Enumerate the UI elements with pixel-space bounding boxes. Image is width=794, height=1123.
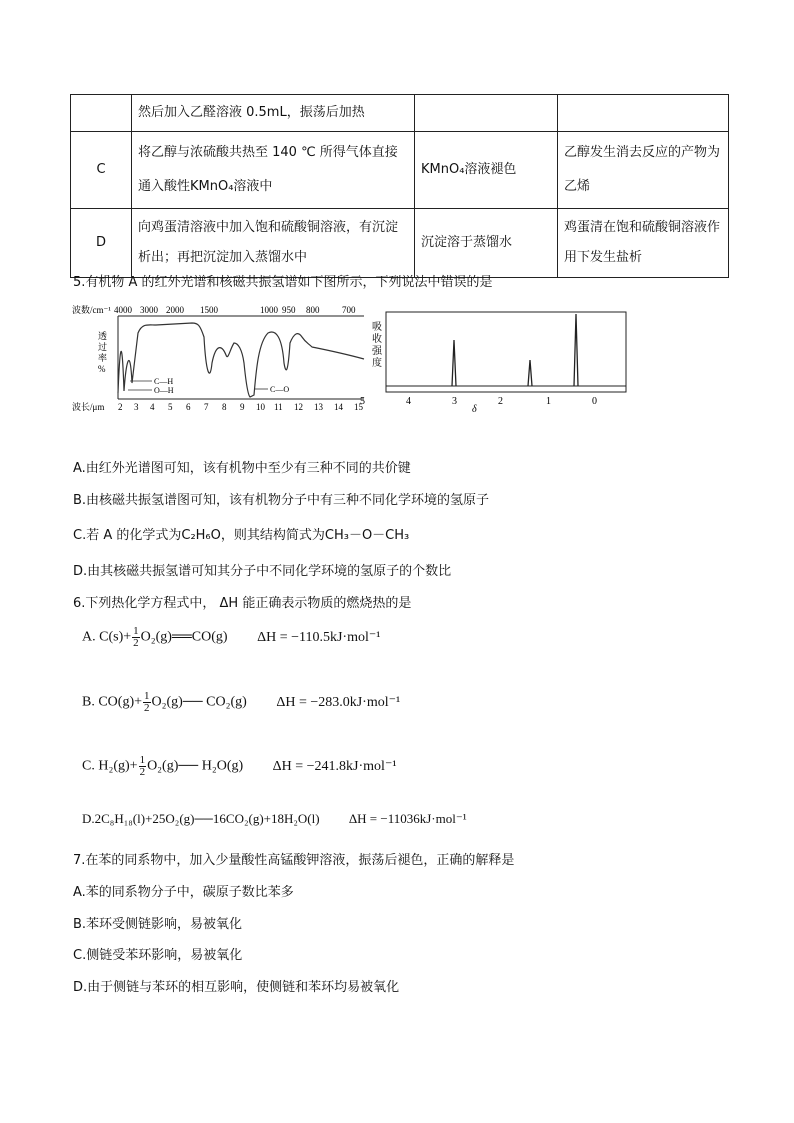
row-conclusion (558, 95, 729, 132)
row-label: D (71, 209, 132, 278)
ir-bottom-tick: 7 (204, 402, 209, 412)
delta-h: ΔH = −283.0kJ·mol⁻¹ (276, 694, 401, 710)
equation-right: O₂(g)══CO(g) (140, 629, 228, 645)
ir-bottom-tick: 15 (354, 402, 363, 412)
nmr-x-label: δ (472, 404, 477, 415)
q7-option-a: A.苯的同系物分子中，碳原子数比苯多 (73, 885, 294, 900)
ir-bottom-tick: 6 (186, 402, 191, 412)
ir-top-tick: 700 (342, 305, 356, 315)
row-conclusion: 鸡蛋清在饱和硫酸铜溶液作用下发生盐析 (558, 209, 729, 278)
ir-top-tick: 2000 (166, 305, 184, 315)
equation-left: CO(g)+ (98, 694, 143, 710)
ir-y-label: 率 (98, 353, 108, 363)
ir-bottom-tick: 14 (334, 402, 343, 412)
ir-top-tick: 1500 (200, 305, 218, 315)
table-row (71, 209, 729, 278)
q6-stem: 6.下列热化学方程式中， ΔH 能正确表示物质的燃烧热的是 (73, 596, 412, 611)
q7-stem: 7.在苯的同系物中，加入少量酸性高锰酸钾溶液，振荡后褪色，正确的解释是 (73, 853, 515, 868)
nmr-peak-1.0 (574, 314, 578, 386)
row-label (71, 95, 132, 132)
q5-option-b: B.由核磁共振氢谱图可知，该有机物分子中有三种不同化学环境的氢原子 (73, 493, 490, 508)
nmr-x-tick: 1 (546, 396, 551, 407)
ir-y-label: 过 (98, 342, 108, 352)
q6-option-a (82, 626, 380, 649)
nmr-y-label: 强 (372, 346, 382, 357)
ir-bottom-tick: 12 (294, 402, 303, 412)
equation-left: C(s)+ (99, 629, 132, 645)
table-row (71, 132, 729, 209)
ir-bottom-tick: 4 (150, 402, 155, 412)
q5-option-a: A.由红外光谱图可知，该有机物中至少有三种不同的共价键 (73, 461, 411, 476)
ir-bottom-tick: 10 (256, 402, 265, 412)
ir-bottom-tick: 13 (314, 402, 323, 412)
nmr-y-label: 度 (372, 358, 382, 369)
row-phenomenon (415, 95, 558, 132)
row-label: C (71, 132, 132, 209)
row-phenomenon: KMnO₄溶液褪色 (415, 132, 558, 209)
equation-right: O₂(g)── CO₂(g) (151, 694, 247, 710)
nmr-x-tick: 4 (406, 396, 411, 407)
row-operation: 然后加入乙醛溶液 0.5mL，振荡后加热 (132, 95, 415, 132)
nmr-spectrum (352, 308, 632, 416)
q7-option-d: D.由于侧链与苯环的相互影响，使侧链和苯环均易被氧化 (73, 980, 400, 995)
nmr-y-label: 收 (372, 334, 382, 345)
ir-bottom-tick: 2 (118, 402, 123, 412)
q5-stem: 5.有机物 A 的红外光谱和核磁共振氢谱如下图所示，下列说法中错误的是 (73, 275, 493, 290)
option-label: C. (82, 758, 95, 774)
delta-h: ΔH = −241.8kJ·mol⁻¹ (272, 758, 397, 774)
ir-bottom-label: 波长/μm (72, 402, 105, 412)
option-label: D. (82, 811, 95, 826)
table-row (71, 95, 729, 132)
ir-bottom-tick: 9 (240, 402, 245, 412)
ir-spectrum (72, 303, 372, 415)
row-operation: 向鸡蛋清溶液中加入饱和硫酸铜溶液，有沉淀析出；再把沉淀加入蒸馏水中 (132, 209, 415, 278)
q5-option-d: D.由其核磁共振氢谱可知其分子中不同化学环境的氢原子的个数比 (73, 564, 452, 579)
delta-h: ΔH = −110.5kJ·mol⁻¹ (257, 629, 381, 645)
nmr-peak-3.6 (452, 340, 456, 386)
option-label: A. (82, 629, 96, 645)
q7-option-c: C.侧链受苯环影响，易被氧化 (73, 948, 243, 963)
row-phenomenon: 沉淀溶于蒸馏水 (415, 209, 558, 278)
ir-top-tick: 800 (306, 305, 320, 315)
nmr-x-tick: 2 (498, 396, 503, 407)
ir-bottom-tick: 5 (168, 402, 173, 412)
nmr-x-tick: 0 (592, 396, 597, 407)
experiment-table (70, 94, 729, 278)
equation-right: O₂(g)── H₂O(g) (147, 758, 244, 774)
row-operation: 将乙醇与浓硫酸共热至 140 ℃ 所得气体直接通入酸性KMnO₄溶液中 (132, 132, 415, 209)
option-label: B. (82, 694, 95, 710)
ir-top-tick: 4000 (114, 305, 132, 315)
fraction: $\frac{1}{2}$ (144, 690, 150, 714)
q5-option-c: C.若 A 的化学式为C₂H₆O，则其结构简式为CH₃－O－CH₃ (73, 528, 410, 543)
ir-bottom-tick: 3 (134, 402, 139, 412)
ir-annotation-oh: O—H (154, 386, 174, 395)
ir-top-tick: 3000 (140, 305, 158, 315)
ir-top-tick: 1000 (260, 305, 278, 315)
nmr-y-label: 吸 (372, 322, 382, 333)
ir-annotation-co: C—O (270, 385, 290, 394)
delta-h: ΔH = −11036kJ·mol⁻¹ (348, 811, 467, 826)
row-conclusion: 乙醇发生消去反应的产物为乙烯 (558, 132, 729, 209)
equation-left: H₂(g)+ (98, 758, 138, 774)
nmr-x-tick: 5 (360, 396, 365, 407)
q6-option-d (82, 811, 467, 827)
equation-left: 2C₈H₁₈(l)+25O₂(g)──16CO₂(g)+18H₂O(l) (94, 811, 320, 826)
ir-y-label: 透 (98, 331, 108, 341)
fraction: $\frac{1}{2}$ (133, 625, 139, 649)
ir-y-label: % (98, 364, 106, 374)
ir-top-tick: 950 (282, 305, 296, 315)
ir-annotation-ch: C—H (154, 377, 174, 386)
ir-bottom-tick: 8 (222, 402, 227, 412)
ir-top-label: 波数/cm⁻¹ (72, 305, 111, 315)
fraction: $\frac{1}{2}$ (139, 754, 146, 778)
ir-bottom-tick: 11 (274, 402, 283, 412)
q7-option-b: B.苯环受侧链影响，易被氧化 (73, 917, 243, 932)
q6-option-c (82, 755, 397, 778)
nmr-peak-2.0 (528, 360, 532, 386)
q6-option-b (82, 691, 400, 714)
nmr-x-tick: 3 (452, 396, 457, 407)
